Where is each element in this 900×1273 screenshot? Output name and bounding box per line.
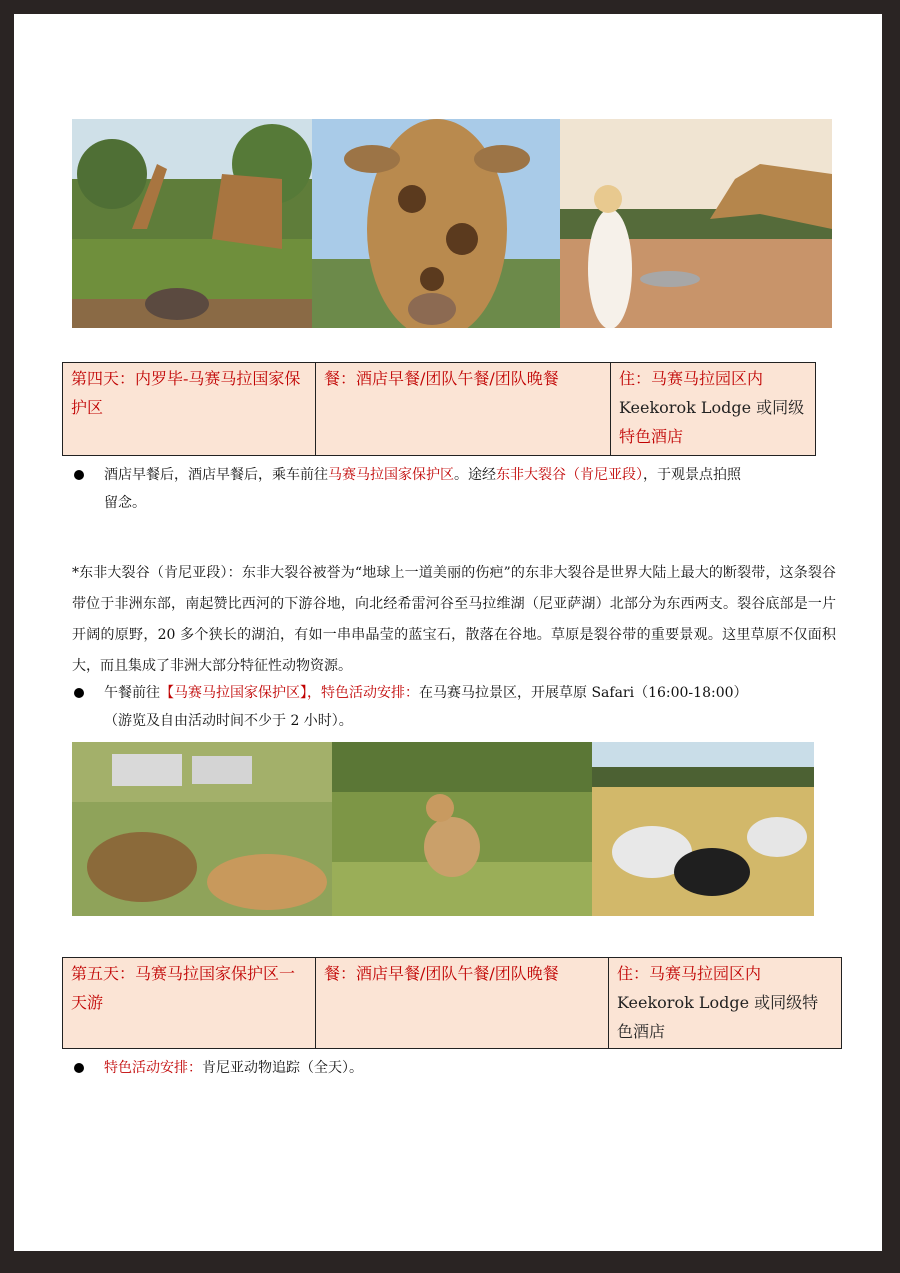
day5-stay-hotel: Keekorok Lodge 或同级特 [617, 993, 819, 1012]
bullet-dot [74, 470, 84, 480]
bullet1-line2: 留念。 [104, 495, 146, 511]
bullet1-suffix: ，于观景点拍照 [643, 467, 741, 483]
day4-table [62, 362, 816, 456]
rift-valley-paragraph: *东非大裂谷（肯尼亚段）：东非大裂谷被誉为“地球上一道美丽的伤疤”的东非大裂谷是世界大陆上最大的断裂带，这条裂谷带位于非洲东部，南起赞比西河的下游谷地，向北经希雷河谷至马拉维湖（尼亚萨湖）北部分为东西两支。裂谷底部是一片开阔的原野，20 多个狭长的湖泊，有如一串串晶莹的蓝宝石，散落在谷地。草原是裂谷带的重要景观。这里草原不仅面积大，而且集成了非洲大部分特征性动物资源。 [72, 565, 836, 674]
bullet2-highlight: 【马赛马拉国家保护区】，特色活动安排： [160, 685, 419, 701]
day4-meals: 餐：酒店早餐/团队午餐/团队晚餐 [316, 363, 611, 456]
day5-title: 第五天：马赛马拉国家保护区一天游 [63, 958, 316, 1049]
day5-stay-suffix: 色酒店 [617, 1022, 666, 1041]
day5-stay-prefix: 住：马赛马拉园区内 [617, 964, 762, 983]
day5-meals: 餐：酒店早餐/团队午餐/团队晚餐 [316, 958, 609, 1049]
photo-zebra-herd [592, 742, 814, 916]
bullet1-mid: 。途经 [454, 467, 496, 483]
photo-giraffe-warthog [72, 119, 312, 328]
bullet1-prefix: 酒店早餐后，酒店早餐后，乘车前往 [104, 467, 328, 483]
photo-lioness [332, 742, 592, 916]
bullet2-suffix: 在马赛马拉景区，开展草原 Safari（16:00-18:00） [419, 685, 748, 701]
bullet-dot [74, 1063, 84, 1073]
bullet2-line2: （游览及自由活动时间不少于 2 小时）。 [104, 713, 353, 729]
photo-lions-zebras [72, 742, 332, 916]
day5-table [62, 957, 842, 1049]
bullet-text [104, 679, 836, 735]
bullet-wildlife-tracking [74, 1054, 836, 1084]
bullet1-place2: 东非大裂谷（肯尼亚段） [496, 467, 643, 483]
bullet-dot [74, 688, 84, 698]
day4-stay-hotel: Keekorok Lodge 或同级 [619, 398, 805, 417]
bullet2-prefix: 午餐前往 [104, 685, 160, 701]
page [14, 14, 882, 1251]
day4-stay-prefix: 住：马赛马拉园区内 [619, 369, 764, 388]
bullet3-label: 特色活动安排： [104, 1060, 202, 1076]
day5-stay [609, 958, 842, 1049]
bullet-hotel-breakfast [74, 461, 836, 521]
bullet-lunch-safari [74, 679, 836, 739]
day4-stay [611, 363, 816, 456]
photo-woman-feeding-giraffe [560, 119, 832, 328]
photo-giraffe-closeup [312, 119, 560, 328]
day4-title: 第四天：内罗毕-马赛马拉国家保护区 [63, 363, 316, 456]
bullet-text [104, 1054, 836, 1082]
bullet3-text: 肯尼亚动物追踪（全天）。 [202, 1060, 363, 1076]
day4-stay-suffix: 特色酒店 [619, 427, 684, 446]
bullet-text [104, 461, 836, 517]
bullet1-place1: 马赛马拉国家保护区 [328, 467, 454, 483]
